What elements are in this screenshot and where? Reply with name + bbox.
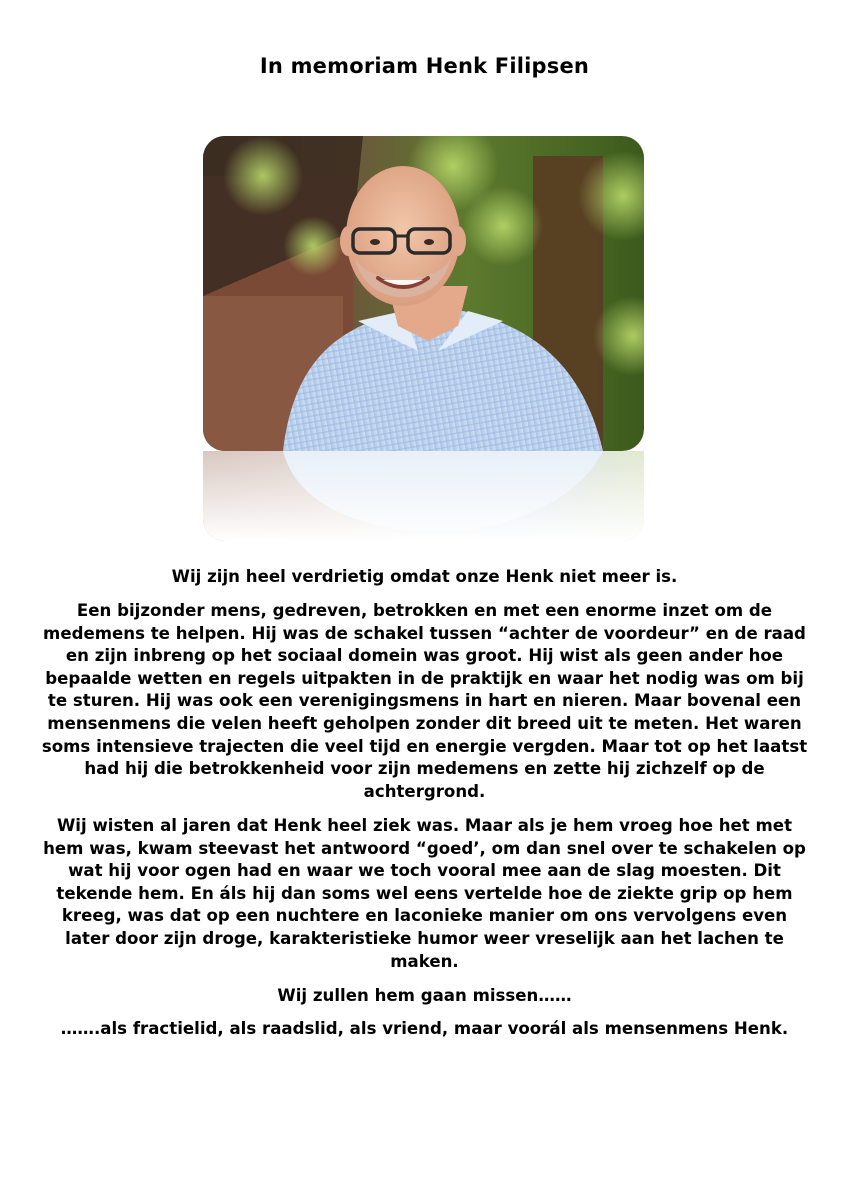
tribute-paragraph <box>40 600 809 803</box>
paragraph-text: Wij zijn heel verdrietig omdat onze Henk niet meer is. <box>171 567 678 586</box>
paragraph-text: …….als fractielid, als raadslid, als vriend, maar voorál als mensenmens Henk. <box>60 1019 789 1038</box>
paragraph-text: Een bijzonder mens, gedreven, betrokken en met een enorme inzet om de medemens te helpen. Hij was de schakel tussen “achter de voordeur” en de raad en zijn inbreng op het sociaal domein was groot. Hij wist als geen ander hoe bepaalde wetten en regels uitpakten in de praktijk en waar het nodig was om bij te sturen. Hij was ook een verenigingsmens in hart en nieren. Maar bovenal een mensenmens die velen heeft geholpen zonder dit breed uit te meten. Het waren soms intensieve trajecten die veel tijd en energie vergden. Maar tot op het laatst had hij die betrokkenheid voor zijn medemens en zette hij zichzelf op de achtergrond. <box>41 601 808 801</box>
closing-line <box>40 1018 809 1041</box>
paragraph-text: Wij wisten al jaren dat Henk heel ziek was. Maar als je hem vroeg hoe het met hem was, kwam steevast het antwoord “goed’, om dan snel over te schakelen op wat hij voor ogen had en waar we toch vooral mee aan de slag moesten. Dit tekende hem. En áls hij dan soms wel eens vertelde hoe de ziekte grip op hem kreeg, was dat op een nuchtere en laconieke manier om ons vervolgens even later door zijn droge, karakteristieke humor weer vreselijk aan het lachen te maken. <box>43 816 806 971</box>
portrait-reflection <box>203 451 644 541</box>
illness-paragraph <box>40 815 809 973</box>
page-title: In memoriam Henk Filipsen <box>259 54 590 78</box>
portrait-photo <box>203 136 644 451</box>
missing-line <box>40 985 809 1008</box>
paragraph-text: Wij zullen hem gaan missen…… <box>277 986 572 1005</box>
intro-paragraph <box>40 566 809 589</box>
